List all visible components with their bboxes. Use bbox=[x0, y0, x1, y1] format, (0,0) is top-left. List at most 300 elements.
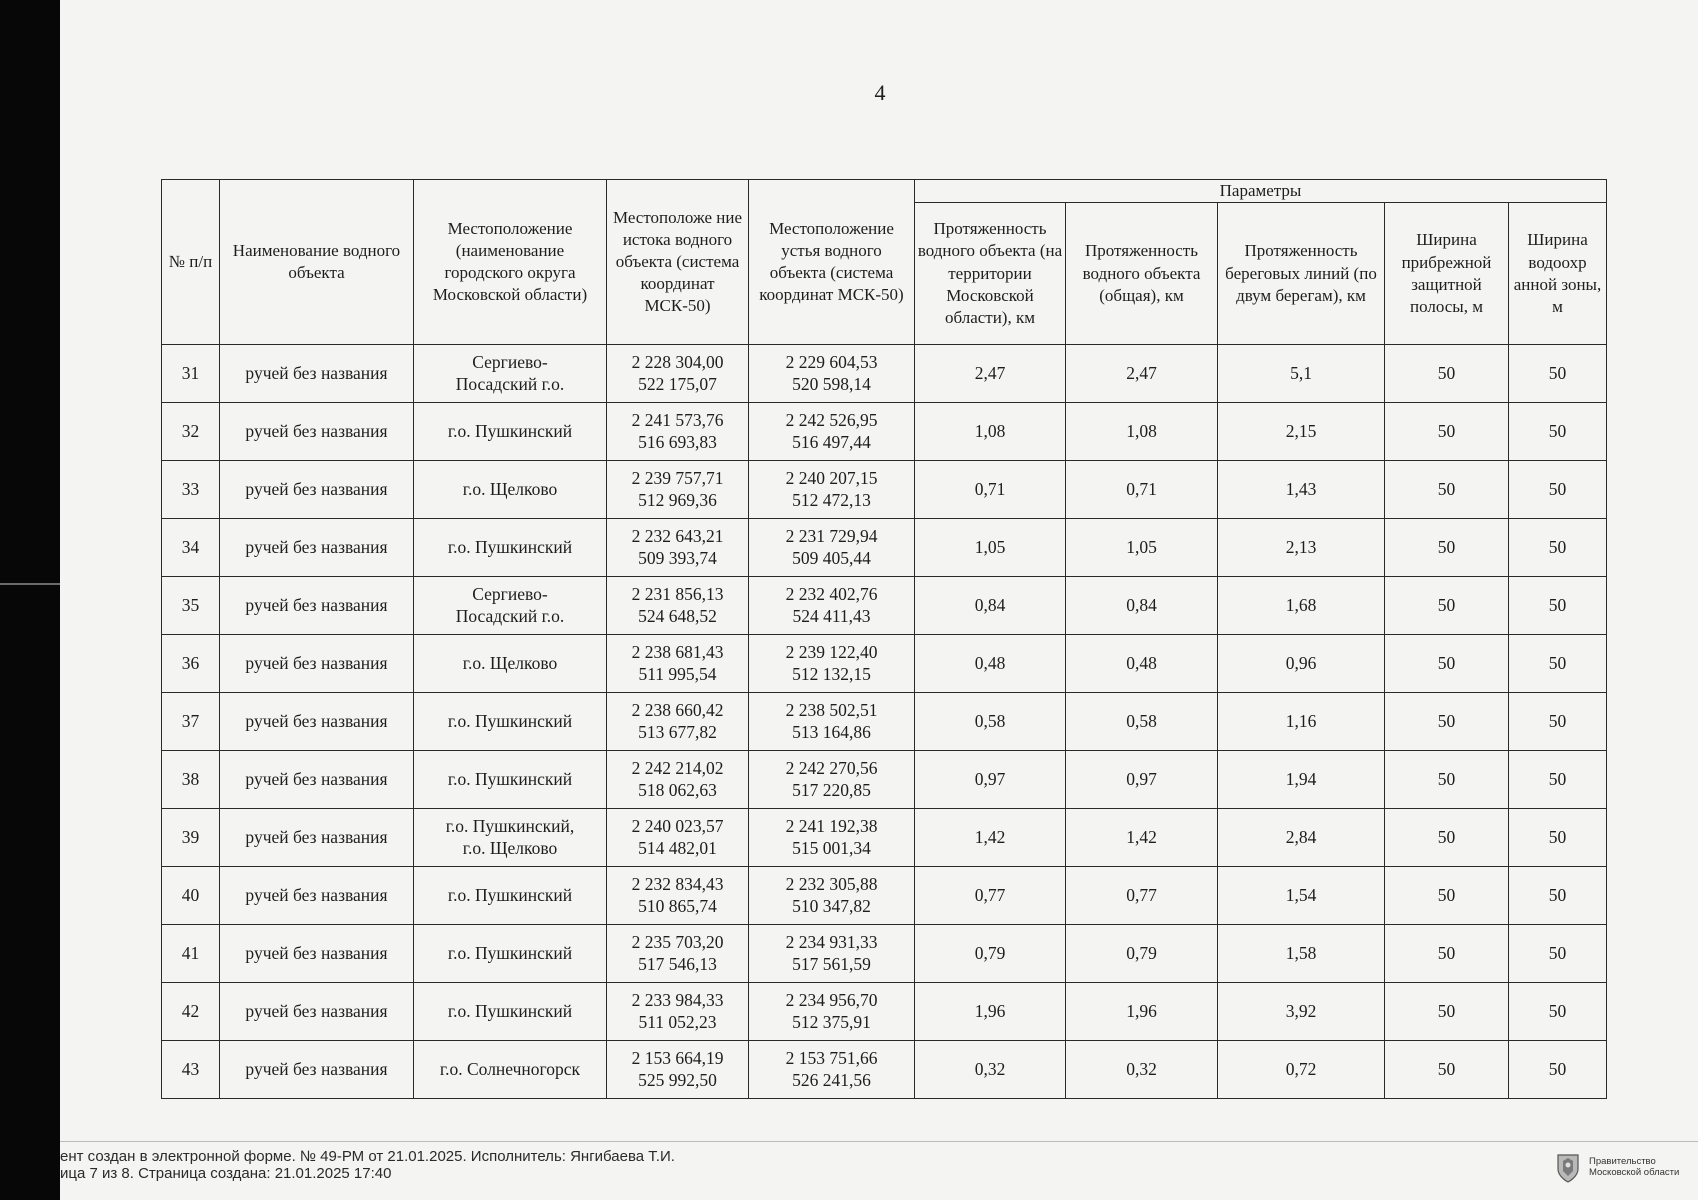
cell-coastal-strip bbox=[1385, 403, 1509, 461]
cell-location bbox=[414, 403, 607, 461]
cell-length-region bbox=[915, 635, 1066, 693]
cell-num bbox=[162, 577, 220, 635]
cell-length-region-text: 0,71 bbox=[974, 478, 1006, 499]
cell-location-text: г.о. Пушкинский bbox=[447, 884, 573, 905]
cell-num-text: 35 bbox=[181, 594, 200, 615]
cell-length-total bbox=[1066, 983, 1218, 1041]
cell-mouth-text: 2 234 931,33 bbox=[785, 931, 878, 952]
cell-coastal-strip bbox=[1385, 867, 1509, 925]
cell-location bbox=[414, 635, 607, 693]
cell-mouth-text: 526 241,56 bbox=[792, 1069, 871, 1090]
cell-name bbox=[220, 1041, 414, 1099]
cell-shore-length-text: 5,1 bbox=[1290, 362, 1312, 383]
cell-length-total bbox=[1066, 519, 1218, 577]
cell-source bbox=[607, 345, 749, 403]
cell-coastal-strip-text: 50 bbox=[1437, 710, 1456, 731]
cell-source-text: 2 242 214,02 bbox=[631, 757, 724, 778]
cell-location-text: г.о. Пушкинский, bbox=[445, 816, 575, 837]
cell-name-text: ручей без названия bbox=[245, 942, 388, 963]
cell-source-text: 2 232 834,43 bbox=[631, 873, 724, 894]
cell-length-total-text: 1,08 bbox=[1126, 420, 1157, 441]
cell-source bbox=[607, 809, 749, 867]
cell-water-zone bbox=[1509, 809, 1607, 867]
cell-length-total-text: 0,97 bbox=[1126, 768, 1157, 789]
cell-name-text: ручей без названия bbox=[245, 536, 388, 557]
table-row bbox=[162, 635, 1607, 693]
cell-water-zone bbox=[1509, 983, 1607, 1041]
footer bbox=[60, 1148, 675, 1182]
cell-name bbox=[220, 809, 414, 867]
cell-length-region-text: 0,97 bbox=[974, 768, 1006, 789]
cell-source bbox=[607, 519, 749, 577]
cell-coastal-strip-text: 50 bbox=[1437, 1058, 1456, 1079]
cell-mouth-text: 2 239 122,40 bbox=[785, 641, 878, 662]
cell-source-text: 2 233 984,33 bbox=[631, 989, 724, 1010]
cell-coastal-strip bbox=[1385, 635, 1509, 693]
cell-num-text: 42 bbox=[181, 1000, 200, 1021]
logo-line-1: Правительство bbox=[1589, 1156, 1656, 1167]
cell-coastal-strip-text: 50 bbox=[1437, 884, 1456, 905]
cell-shore-length bbox=[1218, 693, 1385, 751]
cell-length-total-text: 0,79 bbox=[1126, 942, 1157, 963]
cell-mouth bbox=[749, 1041, 915, 1099]
cell-shore-length bbox=[1218, 461, 1385, 519]
cell-source bbox=[607, 867, 749, 925]
cell-shore-length bbox=[1218, 519, 1385, 577]
cell-source-text: 512 969,36 bbox=[638, 489, 717, 510]
cell-name bbox=[220, 635, 414, 693]
cell-location bbox=[414, 577, 607, 635]
table-row bbox=[162, 577, 1607, 635]
cell-num-text: 37 bbox=[181, 710, 200, 731]
cell-mouth-text: 2 242 526,95 bbox=[785, 409, 878, 430]
cell-coastal-strip-text: 50 bbox=[1437, 652, 1456, 673]
cell-mouth-text: 517 561,59 bbox=[792, 953, 871, 974]
cell-coastal-strip bbox=[1385, 1041, 1509, 1099]
cell-length-region bbox=[915, 519, 1066, 577]
cell-coastal-strip-text: 50 bbox=[1437, 826, 1456, 847]
cell-shore-length bbox=[1218, 345, 1385, 403]
cell-length-total bbox=[1066, 1041, 1218, 1099]
cell-num bbox=[162, 403, 220, 461]
header-coastal-strip: Ширина прибрежной защитной полосы, м bbox=[1385, 203, 1509, 345]
header-name: Наименование водного объекта bbox=[220, 180, 414, 345]
coat-of-arms-icon bbox=[1555, 1152, 1581, 1184]
cell-num bbox=[162, 1041, 220, 1099]
cell-coastal-strip-text: 50 bbox=[1437, 1000, 1456, 1021]
cell-coastal-strip bbox=[1385, 751, 1509, 809]
cell-mouth bbox=[749, 751, 915, 809]
cell-source-text: 524 648,52 bbox=[638, 605, 717, 626]
cell-shore-length-text: 3,92 bbox=[1285, 1000, 1317, 1021]
cell-mouth-text: 512 375,91 bbox=[792, 1011, 871, 1032]
cell-source bbox=[607, 693, 749, 751]
cell-mouth-text: 520 598,14 bbox=[792, 373, 871, 394]
cell-source bbox=[607, 403, 749, 461]
cell-length-region bbox=[915, 345, 1066, 403]
cell-length-region-text: 1,08 bbox=[974, 420, 1006, 441]
footer-line-2: ица 7 из 8. Страница создана: 21.01.2025 17:40 bbox=[60, 1165, 392, 1182]
cell-name-text: ручей без названия bbox=[245, 768, 388, 789]
cell-length-total-text: 0,71 bbox=[1126, 478, 1157, 499]
cell-source-text: 2 240 023,57 bbox=[631, 815, 724, 836]
cell-source bbox=[607, 1041, 749, 1099]
cell-mouth-text: 2 241 192,38 bbox=[785, 815, 878, 836]
cell-length-total-text: 1,96 bbox=[1126, 1000, 1157, 1021]
cell-num-text: 32 bbox=[181, 420, 200, 441]
cell-name bbox=[220, 867, 414, 925]
cell-name bbox=[220, 693, 414, 751]
cell-water-zone bbox=[1509, 635, 1607, 693]
cell-length-total-text: 0,77 bbox=[1126, 884, 1157, 905]
cell-coastal-strip bbox=[1385, 693, 1509, 751]
logo-line-2: Московской области bbox=[1589, 1167, 1680, 1178]
cell-water-zone bbox=[1509, 519, 1607, 577]
cell-shore-length-text: 0,72 bbox=[1285, 1058, 1317, 1079]
cell-length-total-text: 0,32 bbox=[1126, 1058, 1157, 1079]
cell-name-text: ручей без названия bbox=[245, 1058, 388, 1079]
cell-shore-length-text: 1,43 bbox=[1285, 478, 1317, 499]
cell-location bbox=[414, 693, 607, 751]
cell-mouth bbox=[749, 635, 915, 693]
cell-shore-length bbox=[1218, 867, 1385, 925]
cell-water-zone bbox=[1509, 403, 1607, 461]
cell-coastal-strip-text: 50 bbox=[1437, 420, 1456, 441]
cell-coastal-strip-text: 50 bbox=[1437, 594, 1456, 615]
cell-num-text: 38 bbox=[181, 768, 200, 789]
cell-shore-length bbox=[1218, 577, 1385, 635]
cell-length-region bbox=[915, 693, 1066, 751]
cell-shore-length-text: 2,13 bbox=[1285, 536, 1317, 557]
cell-shore-length-text: 1,54 bbox=[1285, 884, 1317, 905]
cell-length-region-text: 2,47 bbox=[974, 362, 1006, 383]
cell-length-region bbox=[915, 1041, 1066, 1099]
cell-mouth-text: 524 411,43 bbox=[792, 605, 871, 626]
cell-length-total bbox=[1066, 403, 1218, 461]
cell-water-zone bbox=[1509, 751, 1607, 809]
cell-num-text: 31 bbox=[181, 362, 200, 383]
cell-source-text: 511 995,54 bbox=[638, 663, 717, 684]
cell-coastal-strip-text: 50 bbox=[1437, 768, 1456, 789]
cell-name-text: ручей без названия bbox=[245, 710, 388, 731]
cell-num bbox=[162, 635, 220, 693]
cell-source bbox=[607, 925, 749, 983]
cell-source-text: 2 153 664,19 bbox=[631, 1047, 724, 1068]
cell-location bbox=[414, 751, 607, 809]
table-body bbox=[162, 345, 1607, 1099]
cell-coastal-strip bbox=[1385, 461, 1509, 519]
cell-name bbox=[220, 519, 414, 577]
cell-num-text: 43 bbox=[181, 1058, 200, 1079]
cell-water-zone-text: 50 bbox=[1548, 942, 1567, 963]
cell-water-zone bbox=[1509, 867, 1607, 925]
cell-length-total bbox=[1066, 693, 1218, 751]
cell-name-text: ручей без названия bbox=[245, 478, 388, 499]
cell-source-text: 2 238 681,43 bbox=[631, 641, 724, 662]
cell-source-text: 516 693,83 bbox=[638, 431, 717, 452]
cell-source bbox=[607, 983, 749, 1041]
cell-mouth-text: 2 242 270,56 bbox=[785, 757, 878, 778]
cell-shore-length-text: 1,94 bbox=[1285, 768, 1317, 789]
cell-length-region bbox=[915, 751, 1066, 809]
cell-name-text: ручей без названия bbox=[245, 420, 388, 441]
cell-water-zone bbox=[1509, 693, 1607, 751]
cell-source-text: 2 235 703,20 bbox=[631, 931, 724, 952]
cell-shore-length bbox=[1218, 751, 1385, 809]
cell-name bbox=[220, 403, 414, 461]
cell-shore-length bbox=[1218, 925, 1385, 983]
cell-source-text: 522 175,07 bbox=[638, 373, 717, 394]
cell-length-region bbox=[915, 983, 1066, 1041]
cell-length-total bbox=[1066, 809, 1218, 867]
cell-location-text: г.о. Пушкинский bbox=[447, 536, 573, 557]
cell-name bbox=[220, 345, 414, 403]
cell-name bbox=[220, 751, 414, 809]
cell-mouth bbox=[749, 345, 915, 403]
cell-num bbox=[162, 461, 220, 519]
cell-source-text: 517 546,13 bbox=[638, 953, 717, 974]
cell-location-text: Сергиево- bbox=[472, 352, 548, 373]
cell-location-text: Посадский г.о. bbox=[455, 373, 565, 394]
cell-water-zone-text: 50 bbox=[1548, 652, 1567, 673]
cell-num-text: 40 bbox=[181, 884, 200, 905]
table-row bbox=[162, 403, 1607, 461]
cell-location bbox=[414, 461, 607, 519]
header-params: Параметры bbox=[915, 180, 1607, 203]
cell-length-total-text: 0,84 bbox=[1126, 594, 1157, 615]
cell-water-zone bbox=[1509, 461, 1607, 519]
cell-location bbox=[414, 867, 607, 925]
cell-coastal-strip-text: 50 bbox=[1437, 478, 1456, 499]
footer-line-1: ент создан в электронной форме. № 49-РМ от 21.01.2025. Исполнитель: Янгибаева Т.И. bbox=[60, 1148, 675, 1165]
cell-mouth bbox=[749, 519, 915, 577]
cell-name-text: ручей без названия bbox=[245, 826, 388, 847]
cell-length-region bbox=[915, 809, 1066, 867]
cell-water-zone-text: 50 bbox=[1548, 478, 1567, 499]
cell-length-region-text: 1,05 bbox=[974, 536, 1006, 557]
cell-mouth-text: 2 232 402,76 bbox=[785, 583, 878, 604]
cell-num-text: 39 bbox=[181, 826, 200, 847]
cell-location-text: г.о. Солнечногорск bbox=[439, 1058, 581, 1079]
cell-length-region-text: 1,96 bbox=[974, 1000, 1006, 1021]
cell-num bbox=[162, 519, 220, 577]
cell-source-text: 2 241 573,76 bbox=[631, 409, 724, 430]
cell-name bbox=[220, 577, 414, 635]
cell-mouth-text: 509 405,44 bbox=[792, 547, 871, 568]
cell-length-region bbox=[915, 867, 1066, 925]
cell-water-zone-text: 50 bbox=[1548, 1058, 1567, 1079]
cell-mouth-text: 2 234 956,70 bbox=[785, 989, 878, 1010]
cell-water-zone bbox=[1509, 345, 1607, 403]
cell-water-zone-text: 50 bbox=[1548, 594, 1567, 615]
cell-length-region bbox=[915, 925, 1066, 983]
cell-length-total bbox=[1066, 751, 1218, 809]
cell-water-zone-text: 50 bbox=[1548, 710, 1567, 731]
cell-num-text: 36 bbox=[181, 652, 200, 673]
cell-name-text: ручей без названия bbox=[245, 594, 388, 615]
cell-name bbox=[220, 461, 414, 519]
cell-water-zone-text: 50 bbox=[1548, 536, 1567, 557]
cell-mouth bbox=[749, 577, 915, 635]
cell-mouth bbox=[749, 925, 915, 983]
cell-water-zone-text: 50 bbox=[1548, 362, 1567, 383]
cell-water-zone-text: 50 bbox=[1548, 1000, 1567, 1021]
cell-mouth-text: 2 232 305,88 bbox=[785, 873, 878, 894]
table-row bbox=[162, 809, 1607, 867]
cell-num bbox=[162, 693, 220, 751]
cell-source-text: 513 677,82 bbox=[638, 721, 717, 742]
cell-shore-length-text: 1,58 bbox=[1285, 942, 1317, 963]
cell-num bbox=[162, 809, 220, 867]
cell-mouth-text: 2 231 729,94 bbox=[785, 525, 878, 546]
cell-length-region-text: 0,48 bbox=[974, 652, 1006, 673]
cell-shore-length bbox=[1218, 809, 1385, 867]
cell-mouth bbox=[749, 461, 915, 519]
cell-length-region bbox=[915, 461, 1066, 519]
cell-coastal-strip-text: 50 bbox=[1437, 362, 1456, 383]
cell-length-region-text: 0,79 bbox=[974, 942, 1006, 963]
cell-coastal-strip bbox=[1385, 983, 1509, 1041]
cell-mouth-text: 510 347,82 bbox=[792, 895, 871, 916]
cell-source-text: 2 232 643,21 bbox=[631, 525, 724, 546]
cell-source-text: 525 992,50 bbox=[638, 1069, 717, 1090]
table-row bbox=[162, 867, 1607, 925]
cell-source bbox=[607, 635, 749, 693]
page-number: 4 bbox=[874, 80, 886, 105]
cell-shore-length-text: 1,68 bbox=[1285, 594, 1317, 615]
cell-source-text: 2 238 660,42 bbox=[631, 699, 724, 720]
header-length-region: Протяженность водного объекта (на территории Московской области), км bbox=[915, 203, 1066, 345]
cell-mouth-text: 2 238 502,51 bbox=[785, 699, 878, 720]
cell-length-total-text: 2,47 bbox=[1126, 362, 1157, 383]
cell-source bbox=[607, 577, 749, 635]
cell-water-zone bbox=[1509, 577, 1607, 635]
cell-location bbox=[414, 809, 607, 867]
cell-location bbox=[414, 519, 607, 577]
cell-length-region bbox=[915, 577, 1066, 635]
cell-length-region bbox=[915, 403, 1066, 461]
cell-location bbox=[414, 983, 607, 1041]
cell-coastal-strip bbox=[1385, 809, 1509, 867]
cell-water-zone-text: 50 bbox=[1548, 768, 1567, 789]
cell-num bbox=[162, 751, 220, 809]
cell-location-text: Посадский г.о. bbox=[455, 605, 565, 626]
cell-location-text: г.о. Пушкинский bbox=[447, 1000, 573, 1021]
cell-mouth-text: 2 229 604,53 bbox=[785, 351, 878, 372]
table-row bbox=[162, 1041, 1607, 1099]
cell-water-zone-text: 50 bbox=[1548, 420, 1567, 441]
cell-source-text: 514 482,01 bbox=[638, 837, 717, 858]
cell-source-text: 518 062,63 bbox=[638, 779, 717, 800]
cell-length-total bbox=[1066, 925, 1218, 983]
cell-num-text: 33 bbox=[181, 478, 200, 499]
cell-num-text: 34 bbox=[181, 536, 200, 557]
cell-name bbox=[220, 925, 414, 983]
cell-shore-length-text: 2,84 bbox=[1285, 826, 1317, 847]
cell-source-text: 510 865,74 bbox=[638, 895, 717, 916]
cell-length-total bbox=[1066, 461, 1218, 519]
cell-coastal-strip-text: 50 bbox=[1437, 536, 1456, 557]
cell-name-text: ручей без названия bbox=[245, 362, 388, 383]
header-num: № п/п bbox=[162, 180, 220, 345]
cell-coastal-strip-text: 50 bbox=[1437, 942, 1456, 963]
cell-shore-length-text: 0,96 bbox=[1285, 652, 1317, 673]
cell-length-total bbox=[1066, 345, 1218, 403]
cell-coastal-strip bbox=[1385, 519, 1509, 577]
cell-source-text: 511 052,23 bbox=[638, 1011, 717, 1032]
header-mouth: Местоположение устья водного объекта (система координат МСК-50) bbox=[749, 180, 915, 345]
cell-length-region-text: 0,58 bbox=[974, 710, 1006, 731]
cell-coastal-strip bbox=[1385, 925, 1509, 983]
table-row bbox=[162, 345, 1607, 403]
government-logo bbox=[1555, 1150, 1695, 1190]
cell-length-region-text: 0,84 bbox=[974, 594, 1006, 615]
cell-source bbox=[607, 461, 749, 519]
cell-mouth-text: 2 240 207,15 bbox=[785, 467, 878, 488]
cell-length-total bbox=[1066, 867, 1218, 925]
cell-length-total-text: 0,48 bbox=[1126, 652, 1157, 673]
scan-left-edge bbox=[0, 0, 60, 1200]
cell-length-total-text: 1,05 bbox=[1126, 536, 1157, 557]
cell-length-total bbox=[1066, 577, 1218, 635]
cell-source-text: 509 393,74 bbox=[638, 547, 717, 568]
header-shore-length: Протяженность береговых линий (по двум берегам), км bbox=[1218, 203, 1385, 345]
cell-name-text: ручей без названия bbox=[245, 1000, 388, 1021]
cell-source bbox=[607, 751, 749, 809]
cell-location-text: г.о. Пушкинский bbox=[447, 710, 573, 731]
header-location: Местоположение (наименование городского округа Московской области) bbox=[414, 180, 607, 345]
cell-num bbox=[162, 867, 220, 925]
table-row bbox=[162, 519, 1607, 577]
cell-shore-length-text: 1,16 bbox=[1285, 710, 1317, 731]
cell-mouth bbox=[749, 867, 915, 925]
cell-location-text: г.о. Пушкинский bbox=[447, 768, 573, 789]
table-row bbox=[162, 461, 1607, 519]
cell-location-text: г.о. Щелково bbox=[462, 652, 558, 673]
cell-name-text: ручей без названия bbox=[245, 884, 388, 905]
cell-shore-length-text: 2,15 bbox=[1285, 420, 1317, 441]
cell-num bbox=[162, 983, 220, 1041]
cell-location bbox=[414, 345, 607, 403]
cell-mouth-text: 512 472,13 bbox=[792, 489, 871, 510]
table-row bbox=[162, 693, 1607, 751]
cell-location-text: г.о. Пушкинский bbox=[447, 942, 573, 963]
cell-water-zone-text: 50 bbox=[1548, 884, 1567, 905]
cell-water-zone bbox=[1509, 925, 1607, 983]
cell-location-text: Сергиево- bbox=[472, 584, 548, 605]
cell-mouth-text: 512 132,15 bbox=[792, 663, 871, 684]
cell-mouth bbox=[749, 983, 915, 1041]
cell-source-text: 2 231 856,13 bbox=[631, 583, 724, 604]
footer-divider bbox=[60, 1141, 1698, 1142]
cell-location bbox=[414, 1041, 607, 1099]
table-row bbox=[162, 983, 1607, 1041]
cell-mouth-text: 2 153 751,66 bbox=[785, 1047, 878, 1068]
cell-num bbox=[162, 345, 220, 403]
cell-length-region-text: 0,77 bbox=[974, 884, 1006, 905]
cell-num-text: 41 bbox=[181, 942, 200, 963]
cell-mouth-text: 513 164,86 bbox=[792, 721, 871, 742]
cell-length-total bbox=[1066, 635, 1218, 693]
cell-shore-length bbox=[1218, 635, 1385, 693]
cell-shore-length bbox=[1218, 403, 1385, 461]
cell-name-text: ручей без названия bbox=[245, 652, 388, 673]
cell-length-region-text: 1,42 bbox=[974, 826, 1006, 847]
cell-name bbox=[220, 983, 414, 1041]
table-row bbox=[162, 751, 1607, 809]
cell-mouth-text: 517 220,85 bbox=[792, 779, 871, 800]
cell-water-zone-text: 50 bbox=[1548, 826, 1567, 847]
